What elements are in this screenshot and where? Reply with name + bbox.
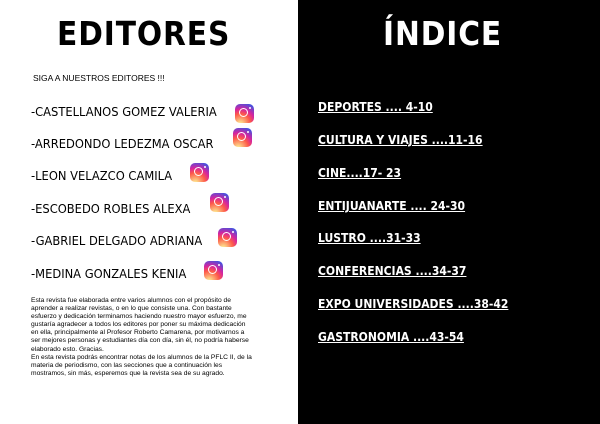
paragraph-line: esfuerzo y dedicación terminamos haciendo nuestro mayor esfuerzo, me: [31, 313, 247, 321]
instagram-icon[interactable]: [218, 228, 237, 247]
paragraph-line: ser mejores personas y estudiantes día con día, sin él, no podría haberse: [31, 337, 249, 345]
paragraph-line: aprender a realizar revistas, o en lo que consiste una. Con bastante: [31, 305, 232, 313]
editor-name: -ARREDONDO LEDEZMA OSCAR: [31, 136, 214, 151]
instagram-icon[interactable]: [233, 128, 252, 147]
toc-item-conferencias[interactable]: CONFERENCIAS ....34-37: [318, 264, 467, 278]
index-title: ÍNDICE: [383, 14, 503, 53]
editor-name: -LEON VELAZCO CAMILA: [31, 168, 173, 183]
paragraph-line: gustaría agradecer a todos los editores por poner su máxima dedicación: [31, 321, 246, 329]
instagram-icon[interactable]: [210, 193, 229, 212]
toc-item-cultura-y-viajes[interactable]: CULTURA Y VIAJES ....11-16: [318, 133, 483, 147]
editor-name: -ESCOBEDO ROBLES ALEXA: [31, 201, 191, 216]
instagram-icon[interactable]: [204, 261, 223, 280]
instagram-icon[interactable]: [190, 163, 209, 182]
toc-item-lustro[interactable]: LUSTRO ....31-33: [318, 231, 421, 245]
paragraph-line: Esta revista fue elaborada entre varios alumnos con el propósito de: [31, 297, 231, 304]
editor-name: -GABRIEL DELGADO ADRIANA: [31, 233, 203, 248]
toc-item-cine[interactable]: CINE....17- 23: [318, 166, 402, 180]
paragraph-line: En esta revista podrás encontrar notas de los alumnos de la PFLC II, de la: [31, 353, 252, 361]
editor-name: -MEDINA GONZALES KENIA: [31, 266, 187, 281]
toc-item-gastronomia[interactable]: GASTRONOMIA ....43-54: [318, 330, 464, 344]
toc-item-entijuanarte[interactable]: ENTIJUANARTE .... 24-30: [318, 199, 466, 213]
intro-paragraph: [31, 297, 283, 378]
paragraph-line: en ella, principalmente al Profesor Roberto Camarena, por motivarnos a: [31, 329, 245, 337]
follow-text: SIGA A NUESTROS EDITORES !!!: [33, 73, 165, 83]
instagram-icon[interactable]: [235, 104, 254, 123]
paragraph-line: materia de periodismo, con las secciones que a continuación les: [31, 361, 223, 369]
editors-panel: [0, 0, 298, 424]
toc-item-expo-universidades[interactable]: EXPO UNIVERSIDADES ....38-42: [318, 297, 509, 311]
paragraph-line: elaborado esto. Gracias.: [31, 345, 104, 353]
paragraph-line: mostramos, sin más, esperemos que la revista sea de su agrado.: [31, 369, 225, 377]
editor-name: -CASTELLANOS GOMEZ VALERIA: [31, 104, 217, 119]
editors-title: EDITORES: [57, 14, 231, 53]
toc-item-deportes[interactable]: DEPORTES .... 4-10: [318, 100, 433, 114]
